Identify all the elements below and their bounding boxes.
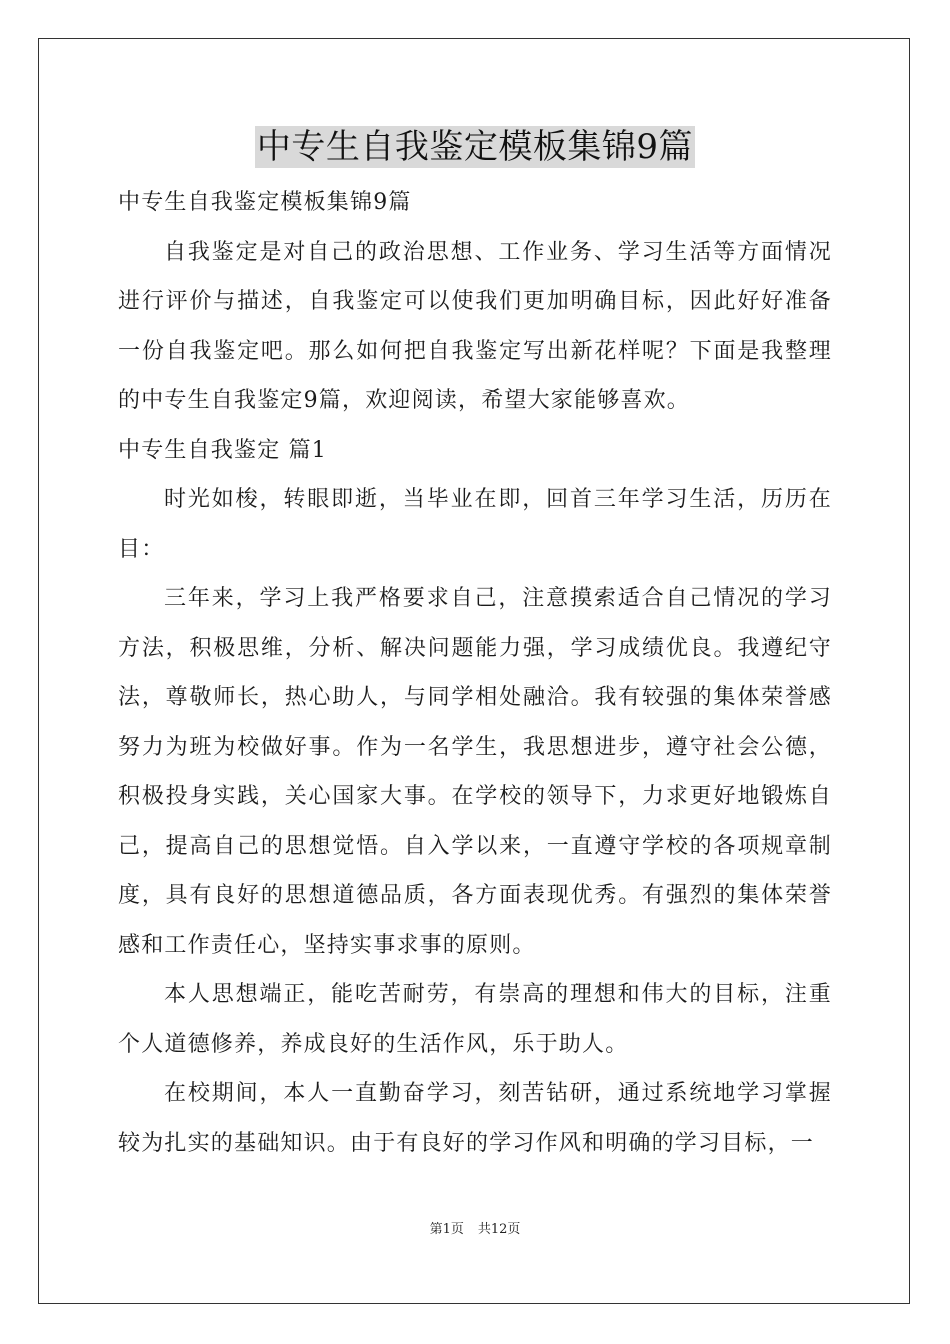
body-paragraph-3: 本人思想端正，能吃苦耐劳，有崇高的理想和伟大的目标，注重个人道德修养，养成良好的生活作风，乐于助人。 [118,982,832,1057]
body-paragraph-2: 三年来，学习上我严格要求自己，注意摸索适合自己情况的学习方法，积极思维，分析、解决问题能力强，学习成绩优良。我遵纪守法，尊敬师长，热心助人，与同学相处融洽。我有较强的集体荣誉感努力为班为校做好事。作为一名学生，我思想进步，遵守社会公德，积极投身实践，关心国家大事。在学校的领导下，力求更好地锻炼自己，提高自己的思想觉悟。自入学以来，一直遵守学校的各项规章制度，具有良好的思想道德品质，各方面表现优秀。有强烈的集体荣誉感和工作责任心，坚持实事求事的原则。 [118,586,832,958]
document-body [118,178,832,1168]
page-footer [0,1218,950,1237]
title-block [0,126,950,168]
document-title: 中专生自我鉴定模板集锦9篇 [256,127,694,167]
document-subtitle: 中专生自我鉴定模板集锦9篇 [118,190,412,215]
body-paragraph-4: 在校期间，本人一直勤奋学习，刻苦钻研，通过系统地学习掌握较为扎实的基础知识。由于有良好的学习作风和明确的学习目标，一 [118,1081,832,1156]
page-total: 共12页 [477,1222,521,1237]
intro-paragraph: 自我鉴定是对自己的政治思想、工作业务、学习生活等方面情况进行评价与描述，自我鉴定可以使我们更加明确目标，因此好好准备一份自我鉴定吧。那么如何把自我鉴定写出新花样呢？下面是我整理的中专生自我鉴定9篇，欢迎阅读，希望大家能够喜欢。 [118,239,832,413]
body-paragraph-1: 时光如梭，转眼即逝，当毕业在即，回首三年学习生活，历历在目： [118,487,832,562]
page-number: 第1页 [429,1222,464,1237]
section-heading: 中专生自我鉴定 篇1 [118,437,327,463]
